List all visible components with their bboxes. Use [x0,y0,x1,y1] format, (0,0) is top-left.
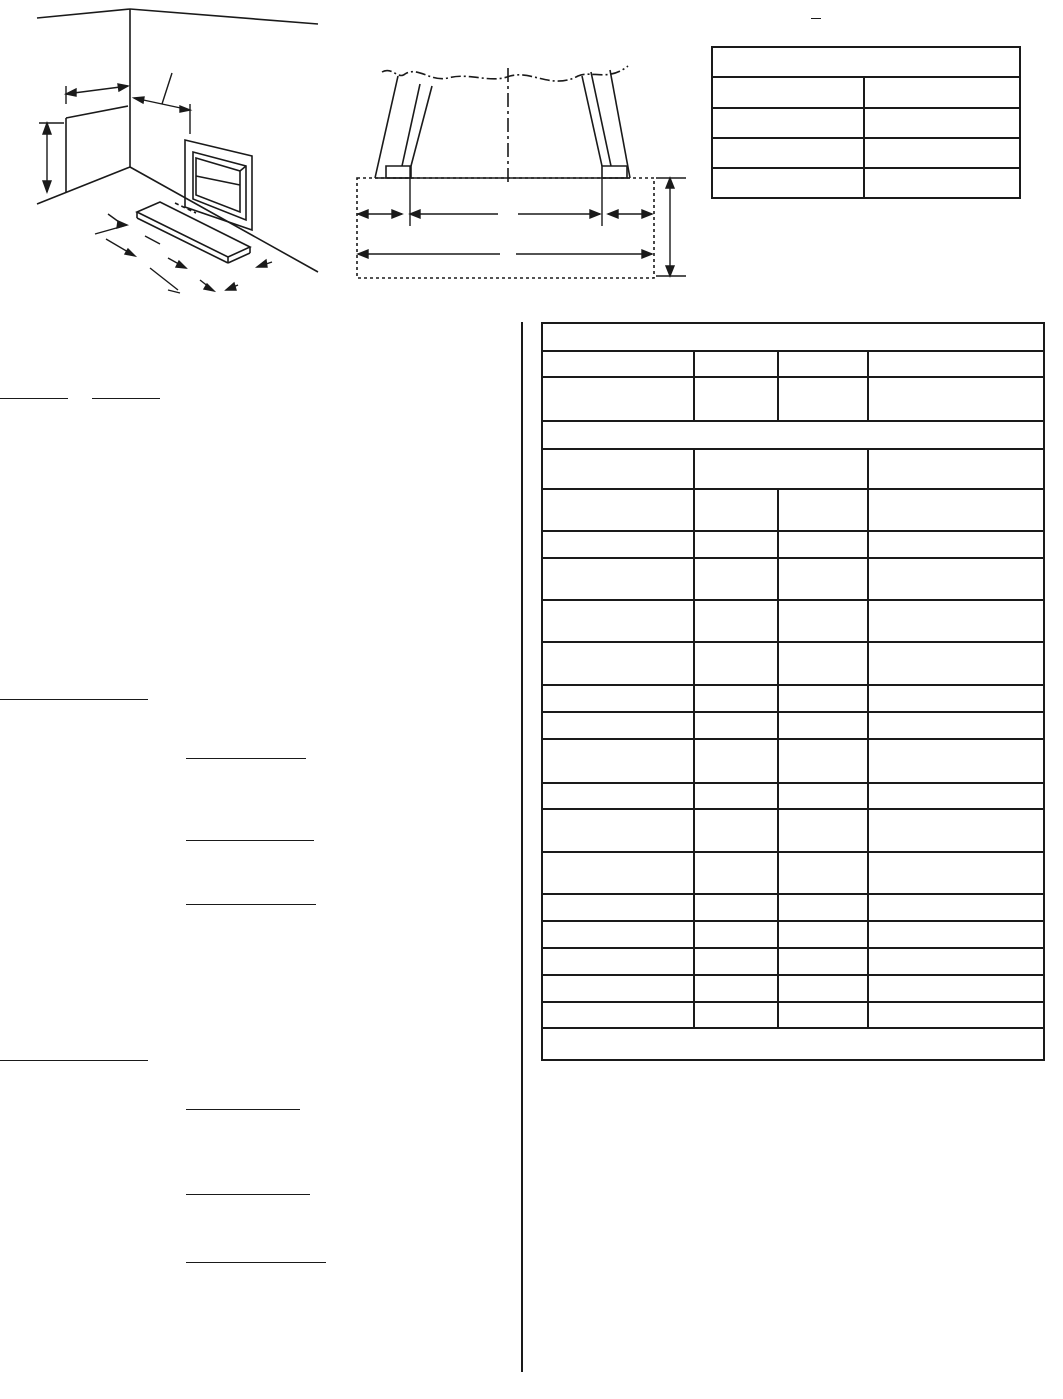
table-cell [778,489,868,531]
table-cell [868,783,1044,809]
table-cell [868,975,1044,1002]
section-heading-underline [0,1060,148,1061]
hearth-extension [137,202,250,263]
table-cell [868,685,1044,712]
table-cell [868,377,1044,421]
table-footer-row [542,1028,1044,1060]
main-spec-table [541,322,1045,1061]
table-cell [694,558,778,600]
table-cell [694,852,778,894]
table-cell [694,600,778,642]
table-cell [868,642,1044,685]
table-row [542,739,1044,783]
subheading-underline [186,1262,326,1263]
table-cell [778,739,868,783]
table-cell [694,921,778,948]
table-cell [868,558,1044,600]
dimension-arrows [39,73,272,293]
table-cell [542,1028,1044,1060]
table-cell [778,921,868,948]
table-cell [868,449,1044,489]
table-row [542,377,1044,421]
table-cell [694,685,778,712]
table-row [542,1002,1044,1028]
table-cell [542,421,1044,449]
table-cell [864,138,1020,168]
section-heading-underline [0,699,148,700]
table-cell [778,351,868,377]
table-cell [694,712,778,739]
table-row [542,921,1044,948]
table-row [542,531,1044,558]
table-row [542,809,1044,852]
table-cell [694,809,778,852]
section-dimension-arrows [358,166,686,276]
table-cell [868,531,1044,558]
fireplace-insert [185,140,252,230]
subheading-underline [186,904,316,905]
table-cell [778,642,868,685]
table-cell [864,77,1020,108]
table-cell [542,809,694,852]
table-cell [868,921,1044,948]
table-row [542,852,1044,894]
table-cell [778,1002,868,1028]
table-row [542,975,1044,1002]
table-cell [778,894,868,921]
table-row [542,600,1044,642]
subheading-underline [186,840,314,841]
table-cell [694,894,778,921]
table-cell [542,600,694,642]
table-row [542,894,1044,921]
table-cell [694,783,778,809]
subheading-underline [186,1194,310,1195]
table-cell [694,351,778,377]
table-cell [694,449,868,489]
table-cell [542,852,694,894]
heading-underline [92,398,160,399]
table-cell [542,1002,694,1028]
table-cell [868,1002,1044,1028]
table-cell [542,685,694,712]
table-cell [712,77,864,108]
table-cell [694,377,778,421]
table-cell [542,449,694,489]
title-underline-mark [811,18,821,19]
table-row [712,77,1020,108]
table-header-row [712,47,1020,77]
table-cell [542,712,694,739]
table-cell [712,168,864,198]
table-cell [542,948,694,975]
table-cell [542,783,694,809]
room-walls [37,9,318,272]
table-cell [778,377,868,421]
table-cell [868,809,1044,852]
table-cell [864,168,1020,198]
table-cell [694,642,778,685]
table-cell [694,975,778,1002]
table-title-row [542,323,1044,351]
table-cell [868,852,1044,894]
heading-underline [0,398,68,399]
table-cell [542,558,694,600]
table-cell [868,489,1044,531]
table-cell [864,108,1020,138]
subheading-underline [186,758,306,759]
table-cell [778,685,868,712]
table-row [542,712,1044,739]
table-cell [542,351,694,377]
table-cell [868,351,1044,377]
table-cell [778,712,868,739]
table-row [542,642,1044,685]
table-cell [542,531,694,558]
table-row [542,948,1044,975]
subheading-underline [186,1109,300,1110]
table-cell [778,558,868,600]
table-cell [868,712,1044,739]
hearth-outline [357,178,654,278]
table-cell [712,138,864,168]
table-cell [778,531,868,558]
table-cell [694,739,778,783]
table-row [542,783,1044,809]
table-cell [542,489,694,531]
table-cell [778,852,868,894]
table-cell [694,489,778,531]
table-row [712,138,1020,168]
table-cell [694,948,778,975]
table-cell [542,921,694,948]
table-cell [712,47,1020,77]
table-row [542,685,1044,712]
break-line [382,66,628,81]
column-divider [521,322,523,1372]
table-header-row [542,449,1044,489]
table-row [712,108,1020,138]
table-cell [542,894,694,921]
table-cell [868,894,1044,921]
table-row [712,168,1020,198]
table-cell [868,739,1044,783]
small-spec-table [711,46,1021,199]
table-cell [778,809,868,852]
table-section-row [542,421,1044,449]
table-cell [542,642,694,685]
table-row [542,558,1044,600]
table-cell [694,1002,778,1028]
table-cell [694,531,778,558]
table-cell [778,783,868,809]
table-cell [542,975,694,1002]
table-cell [712,108,864,138]
table-cell [542,739,694,783]
table-cell [868,600,1044,642]
table-cell [778,975,868,1002]
table-cell [778,600,868,642]
table-cell [542,377,694,421]
table-cell [778,948,868,975]
table-header-row [542,351,1044,377]
table-cell [542,323,1044,351]
table-row [542,489,1044,531]
table-cell [868,948,1044,975]
